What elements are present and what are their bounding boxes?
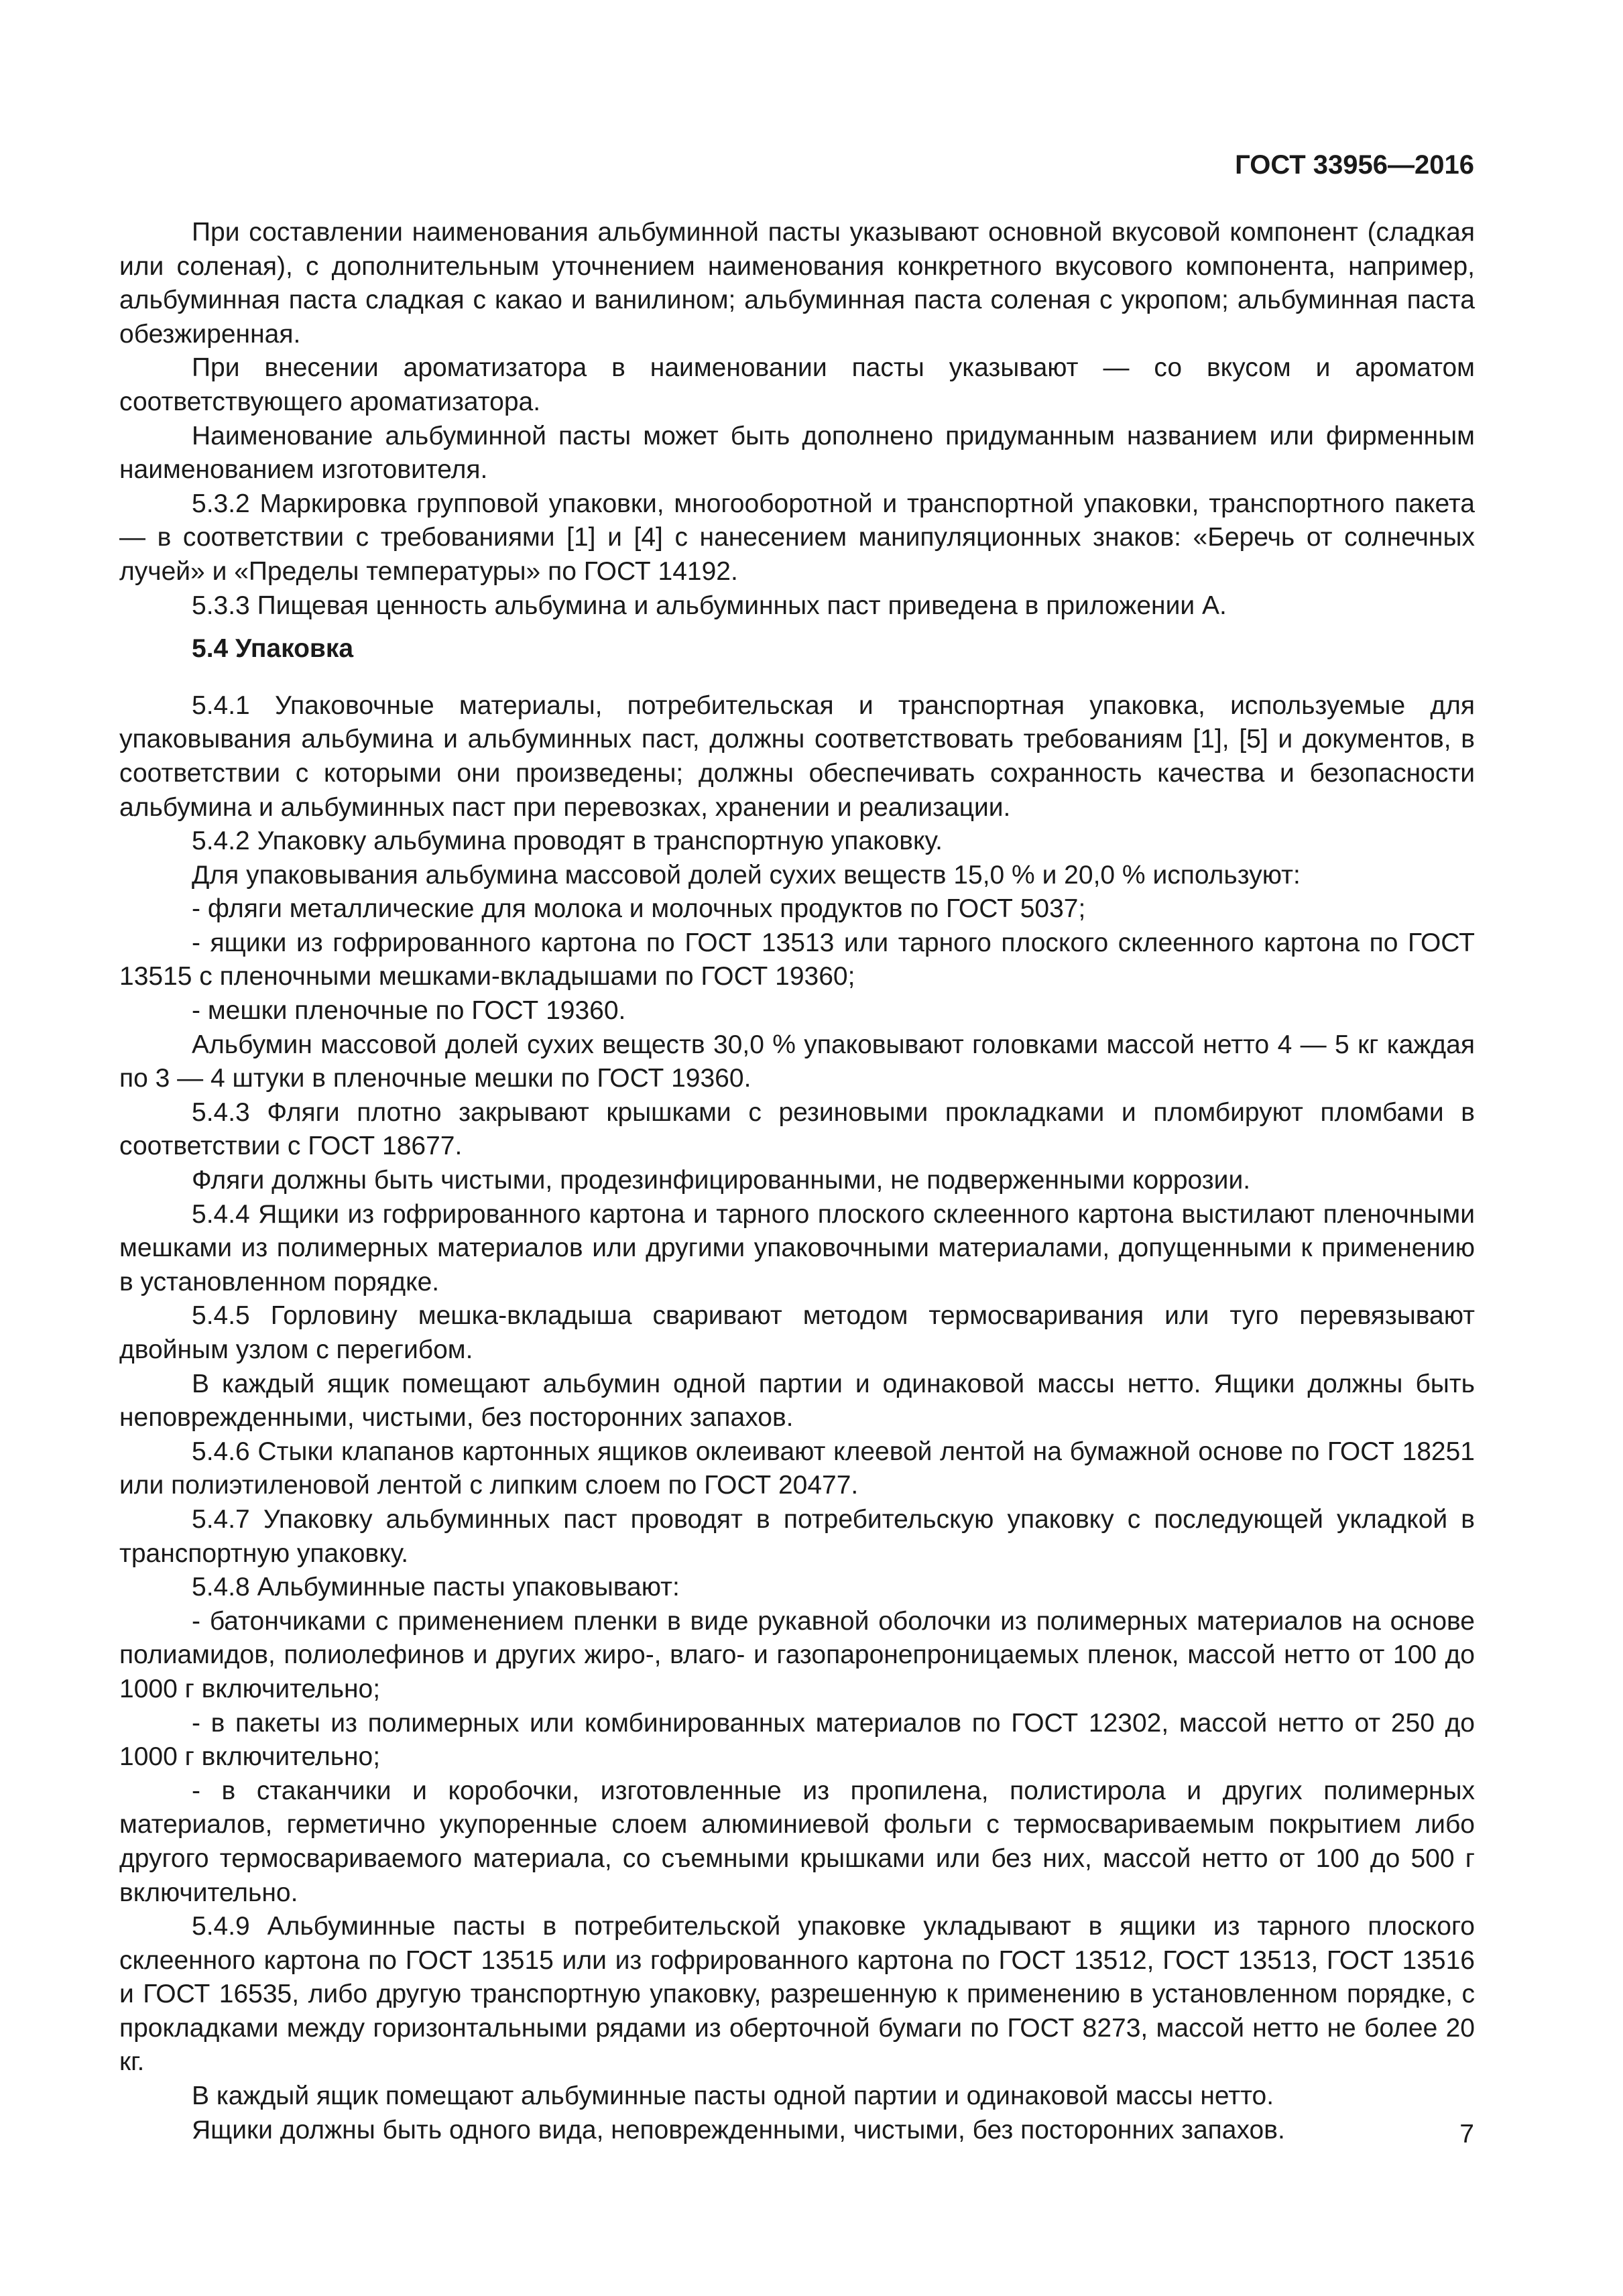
paragraph: 5.3.3 Пищевая ценность альбумина и альбуминных паст приведена в приложении А. [192, 591, 1227, 620]
list-item: - батончиками с применением пленки в виде рукавной оболочки из полимерных материалов на основе полиамидов, полиолефинов и других жиро-, влаго- и газопаронепроницаемых пленок, массой нетто от 100 до 1000 г включительно; [119, 1606, 1475, 1703]
paragraph: 5.4.7 Упаковку альбуминных паст проводят в потребительскую упаковку с последующей укладкой в транспортную упаковку. [119, 1504, 1475, 1568]
document-body [119, 216, 1475, 2147]
list-item: - ящики из гофрированного картона по ГОСТ 13513 или тарного плоского склеенного картона по ГОСТ 13515 с пленочными мешками-вкладышами по ГОСТ 19360; [119, 928, 1475, 991]
paragraph: 5.4.2 Упаковку альбумина проводят в транспортную упаковку. [192, 827, 943, 856]
paragraph: Наименование альбуминной пасты может быть дополнено придуманным названием или фирменным наименованием изготовителя. [119, 421, 1475, 485]
paragraph: В каждый ящик помещают альбуминные пасты одной партии и одинаковой массы нетто. [192, 2081, 1274, 2111]
paragraph: 5.4.4 Ящики из гофрированного картона и тарного плоского склеенного картона выстилают пленочными мешками из полимерных материалов или другими упаковочными материалами, допущенными к применению в установленном порядке. [119, 1199, 1475, 1296]
paragraph: 5.4.6 Стыки клапанов картонных ящиков оклеивают клеевой лентой на бумажной основе по ГОСТ 18251 или полиэтиленовой лентой с липким слоем по ГОСТ 20477. [119, 1437, 1475, 1500]
paragraph: 5.4.8 Альбуминные пасты упаковывают: [192, 1573, 680, 1602]
list-item: - в стаканчики и коробочки, изготовленные из пропилена, полистирола и других полимерных материалов, герметично укупоренные слоем алюминиевой фольги с термосвариваемым покрытием либо другого термосвариваемого материала, со съемными крышками или без них, массой нетто от 100 до 500 г включительно. [119, 1776, 1475, 1907]
list-item: - в пакеты из полимерных или комбинированных материалов по ГОСТ 12302, массой нетто от 250 до 1000 г включительно; [119, 1708, 1475, 1772]
section-heading: 5.4 Упаковка [192, 634, 354, 664]
document-header: ГОСТ 33956—2016 [1235, 150, 1474, 180]
paragraph: При составлении наименования альбуминной пасты указывают основной вкусовой компонент (сладкая или соленая), с дополнительным уточнением наименования конкретного вкусового компонента, например, альбуминная паста сладкая с какао и ванилином; альбуминная паста соленая с укропом; альбуминная паста обезжиренная. [119, 218, 1475, 349]
paragraph: 5.4.9 Альбуминные пасты в потребительской упаковке укладывают в ящики из тарного плоского склеенного картона по ГОСТ 13515 или из гофрированного картона по ГОСТ 13512, ГОСТ 13513, ГОСТ 13516 и ГОСТ 16535, либо другую транспортную упаковку, разрешенную к применению в установленном порядке, с прокладками между горизонтальными рядами из оберточной бумаги по ГОСТ 8273, массой нетто не более 20 кг. [119, 1912, 1475, 2077]
paragraph: В каждый ящик помещают альбумин одной партии и одинаковой массы нетто. Ящики должны быть неповрежденными, чистыми, без посторонних запахов. [119, 1369, 1475, 1433]
paragraph: При внесении ароматизатора в наименовании пасты указывают — со вкусом и ароматом соответствующего ароматизатора. [119, 353, 1475, 416]
list-item: - мешки пленочные по ГОСТ 19360. [192, 996, 626, 1026]
paragraph: 5.3.2 Маркировка групповой упаковки, многооборотной и транспортной упаковки, транспортного пакета — в соответствии с требованиями [1] и [4] с нанесением манипуляционных знаков: «Беречь от солнечных лучей» и «Пределы температуры» по ГОСТ 14192. [119, 489, 1475, 586]
paragraph: 5.4.3 Фляги плотно закрывают крышками с резиновыми прокладками и пломбируют пломбами в соответствии с ГОСТ 18677. [119, 1097, 1475, 1161]
paragraph: 5.4.5 Горловину мешка-вкладыша сваривают методом термосваривания или туго перевязывают двойным узлом с перегибом. [119, 1301, 1475, 1364]
paragraph: Фляги должны быть чистыми, продезинфицированными, не подверженными коррозии. [192, 1166, 1251, 1195]
paragraph: Альбумин массовой долей сухих веществ 30,0 % упаковывают головками массой нетто 4 — 5 кг каждая по 3 — 4 штуки в пленочные мешки по ГОСТ 19360. [119, 1030, 1475, 1093]
page-number: 7 [1459, 2120, 1474, 2149]
paragraph: Ящики должны быть одного вида, неповрежденными, чистыми, без посторонних запахов. [192, 2115, 1285, 2144]
paragraph: 5.4.1 Упаковочные материалы, потребительская и транспортная упаковка, используемые для упаковывания альбумина и альбуминных паст, должны соответствовать требованиям [1], [5] и документов, в соответствии с которыми они произведены; должны обеспечивать сохранность качества и безопасности альбумина и альбуминных паст при перевозках, хранении и реализации. [119, 690, 1475, 822]
list-item: - фляги металлические для молока и молочных продуктов по ГОСТ 5037; [192, 894, 1086, 924]
paragraph: Для упаковывания альбумина массовой долей сухих веществ 15,0 % и 20,0 % используют: [192, 860, 1301, 890]
